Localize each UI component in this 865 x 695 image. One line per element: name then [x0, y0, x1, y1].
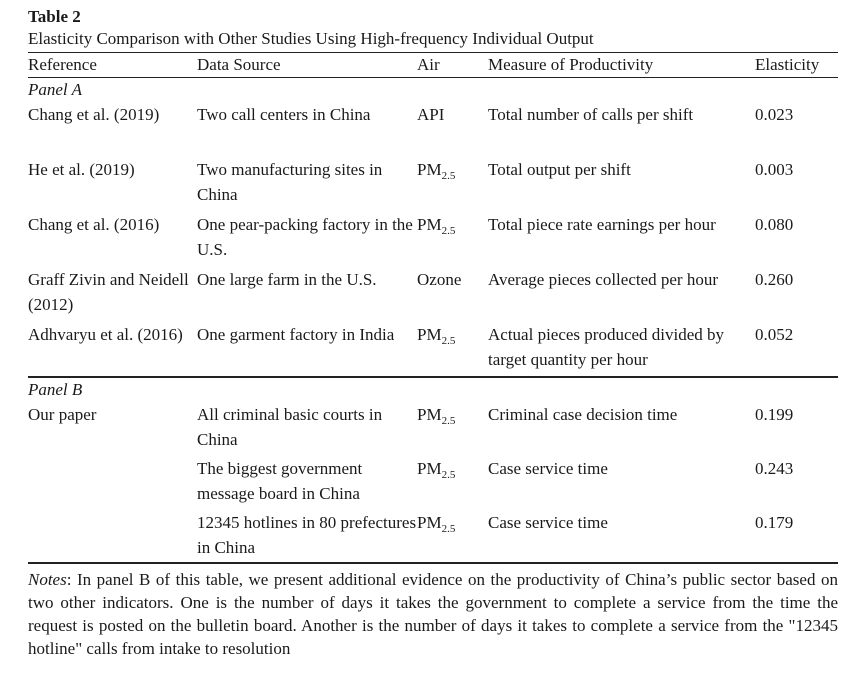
air-main: PM: [417, 325, 442, 344]
air-subscript: 2.5: [441, 415, 456, 427]
air-main: PM: [417, 215, 442, 234]
air-subscript: 2.5: [441, 225, 456, 237]
table-row: [28, 322, 838, 377]
cell-reference: He et al. (2019): [28, 160, 135, 179]
cell-data-source: Two manufacturing sites in China: [197, 160, 383, 204]
header-reference: Reference: [28, 53, 197, 78]
cell-data-source: One large farm in the U.S.: [197, 270, 377, 289]
cell-reference: Chang et al. (2016): [28, 215, 160, 234]
cell-elasticity: 0.023: [755, 105, 794, 124]
cell-elasticity: 0.052: [755, 325, 794, 344]
air-subscript: 2.5: [441, 335, 456, 347]
cell-data-source: Two call centers in China: [197, 105, 371, 124]
table-row: [28, 456, 838, 510]
cell-elasticity: 0.003: [755, 160, 794, 179]
header-data-source: Data Source: [197, 53, 417, 78]
cell-air: [417, 212, 488, 267]
cell-air: [417, 157, 488, 212]
header-measure: Measure of Productivity: [488, 53, 755, 78]
table-caption: Elasticity Comparison with Other Studies Using High-frequency Individual Output: [28, 29, 594, 48]
air-subscript: 2.5: [441, 170, 456, 182]
panel-a-row: [28, 78, 838, 103]
cell-reference: Chang et al. (2019): [28, 105, 160, 124]
air-subscript: 2.5: [441, 469, 456, 481]
cell-measure: Total number of calls per shift: [488, 105, 694, 124]
table-row: [28, 267, 838, 322]
air-subscript: 2.5: [441, 523, 456, 535]
elasticity-table: [28, 52, 838, 564]
cell-measure: Average pieces collected per hour: [488, 270, 719, 289]
table-row: [28, 402, 838, 456]
table-row: [28, 510, 838, 563]
header-row: [28, 53, 838, 78]
header-air: Air: [417, 53, 488, 78]
cell-air: [417, 267, 488, 322]
cell-reference: [28, 456, 197, 510]
cell-measure: Total piece rate earnings per hour: [488, 215, 716, 234]
cell-data-source: The biggest government message board in China: [197, 459, 363, 503]
table-row: [28, 102, 838, 157]
cell-measure: Criminal case decision time: [488, 405, 678, 424]
cell-measure: Case service time: [488, 459, 608, 478]
panel-a-label: Panel A: [28, 80, 82, 99]
cell-air: [417, 322, 488, 377]
table-row: [28, 212, 838, 267]
cell-elasticity: 0.199: [755, 405, 794, 424]
cell-air: [417, 102, 488, 157]
cell-air: [417, 510, 488, 563]
table-container: [28, 6, 838, 660]
air-main: PM: [417, 405, 442, 424]
cell-reference: Our paper: [28, 405, 97, 424]
notes-label: Notes: [28, 570, 67, 589]
table-notes: [28, 568, 838, 660]
cell-reference: Adhvaryu et al. (2016): [28, 325, 183, 344]
panel-b-row: [28, 377, 838, 402]
cell-data-source: One garment factory in India: [197, 325, 395, 344]
table-row: [28, 157, 838, 212]
cell-measure: Actual pieces produced divided by target quantity per hour: [488, 325, 725, 369]
cell-reference: [28, 510, 197, 563]
cell-elasticity: 0.179: [755, 510, 838, 563]
cell-air: [417, 402, 488, 456]
air-main: API: [417, 105, 445, 124]
air-main: Ozone: [417, 270, 462, 289]
cell-elasticity: 0.243: [755, 459, 794, 478]
cell-data-source: All criminal basic courts in China: [197, 405, 383, 449]
table-title: Table 2: [28, 7, 81, 26]
notes-text: : In panel B of this table, we present additional evidence on the productivity of China’s public sector based on two other indicators. One is the number of days it takes the government to complete a service from the time the request is posted on the bulletin board. Another is the number of days it takes to complete a service from the "12345 hotline" calls from intake to resolution: [28, 570, 838, 658]
cell-air: [417, 456, 488, 510]
air-main: PM: [417, 160, 442, 179]
cell-measure: Total output per shift: [488, 160, 631, 179]
panel-b-label: Panel B: [28, 377, 838, 402]
cell-elasticity: 0.260: [755, 270, 794, 289]
cell-data-source: One pear-packing factory in the U.S.: [197, 215, 413, 259]
air-main: PM: [417, 459, 442, 478]
cell-reference: Graff Zivin and Neidell (2012): [28, 270, 189, 314]
cell-measure: Case service time: [488, 510, 755, 563]
air-main: PM: [417, 513, 442, 532]
header-elasticity: Elasticity: [755, 53, 838, 78]
cell-data-source: 12345 hotlines in 80 prefectures in China: [197, 510, 417, 563]
cell-elasticity: 0.080: [755, 215, 794, 234]
